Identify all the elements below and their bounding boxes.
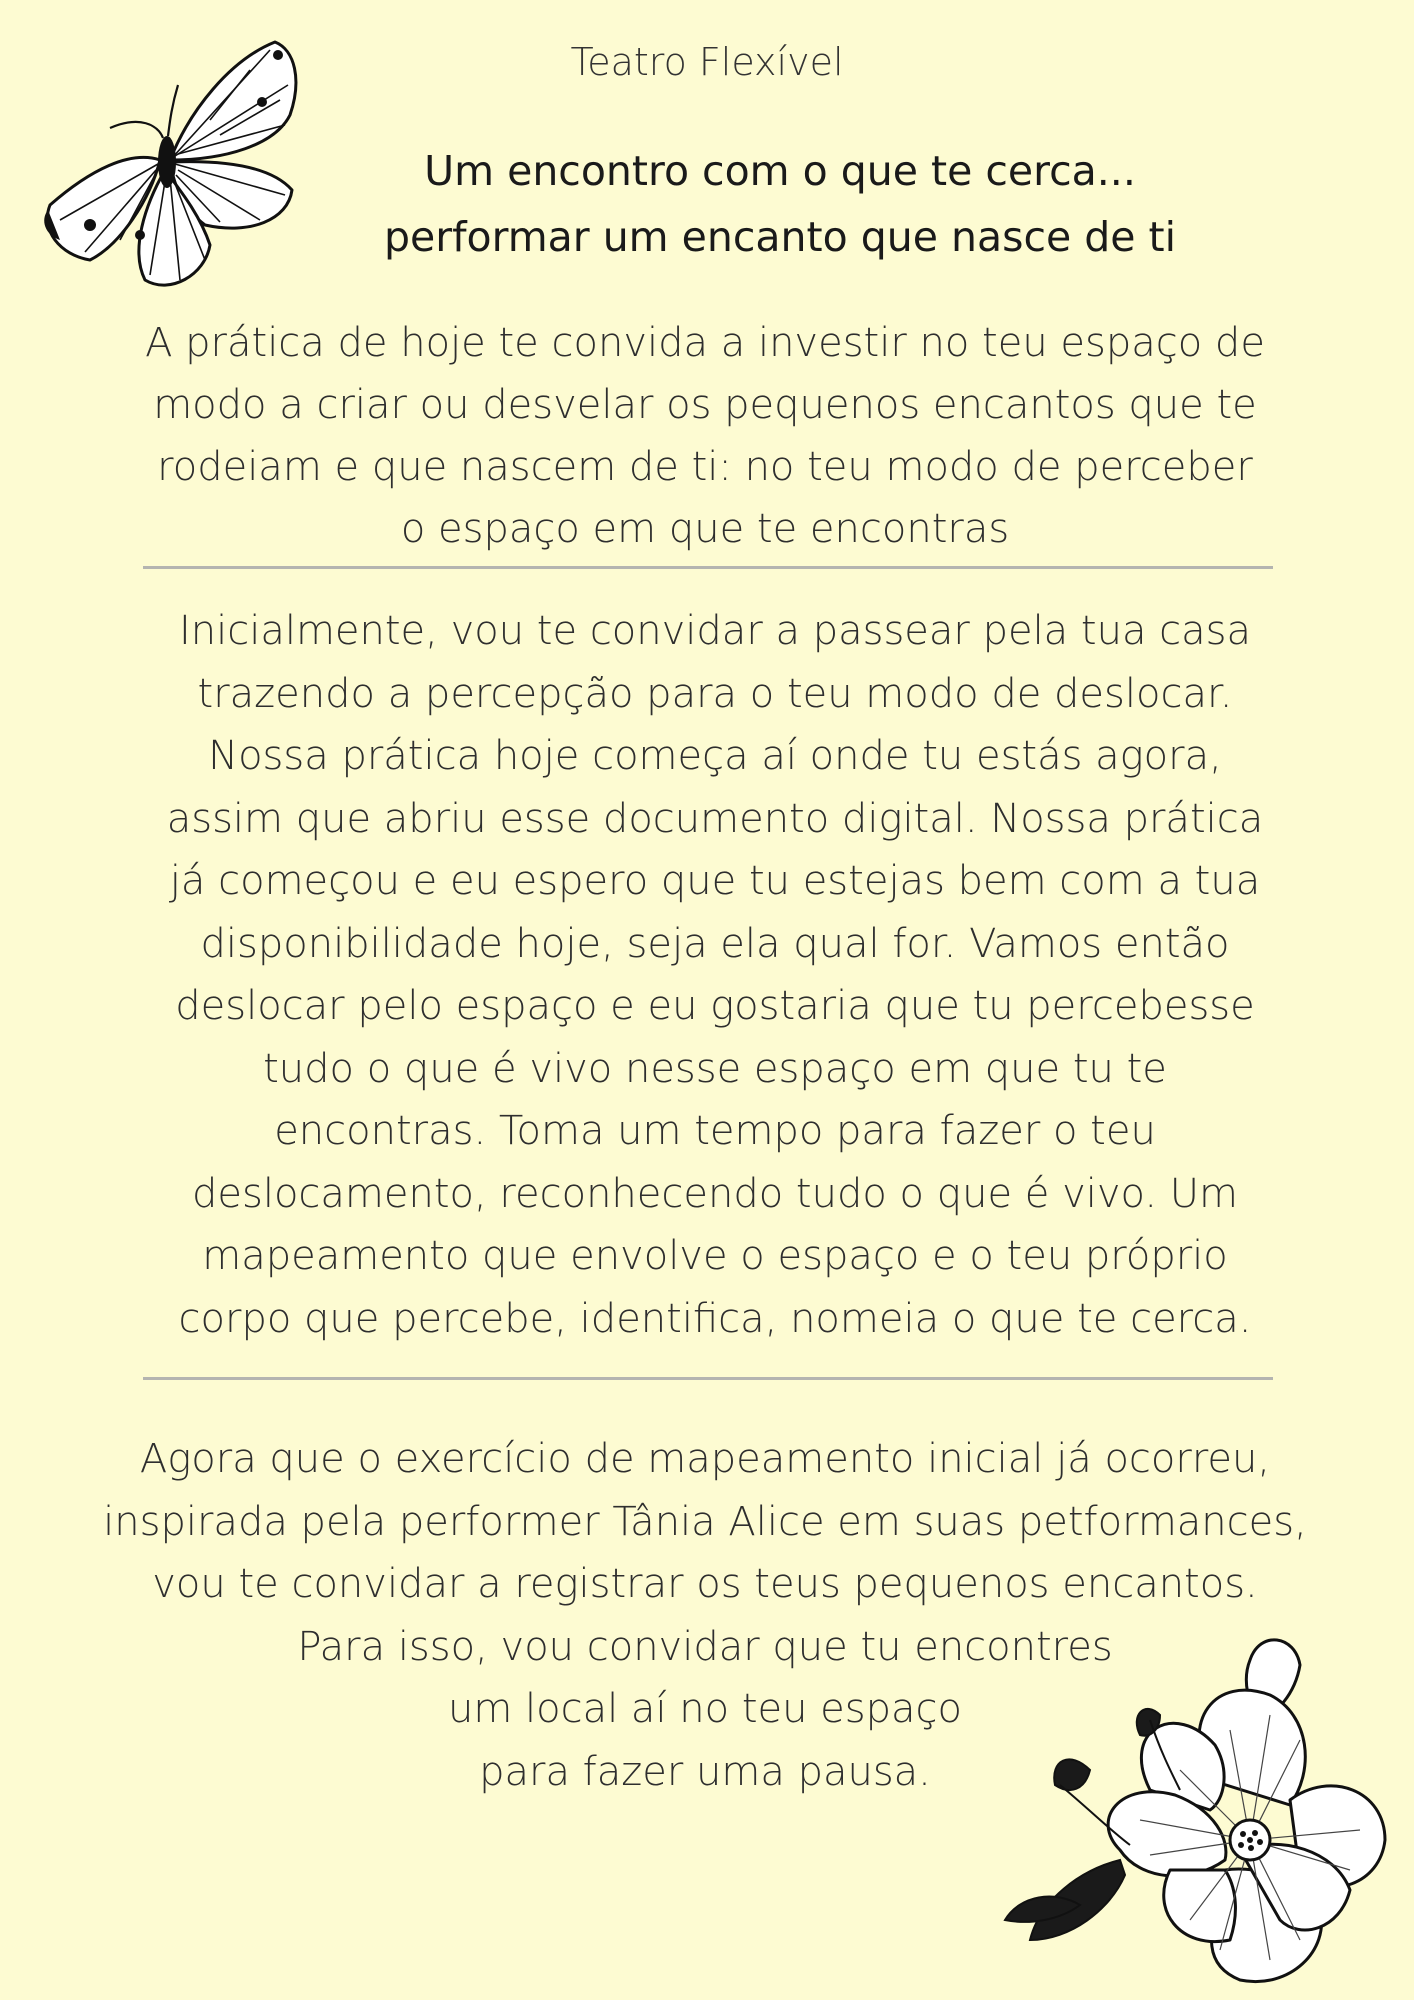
body-line: trazendo a percepção para o teu modo de deslocar.	[197, 670, 1233, 717]
body-line: Agora que o exercício de mapeamento inicial já ocorreu,	[139, 1436, 1271, 1482]
body-line: Para isso, vou convidar que tu encontres	[297, 1623, 1113, 1670]
intro-paragraph	[130, 312, 1280, 560]
headline	[320, 138, 1240, 270]
body-line: Nossa prática hoje começa aí onde tu estás agora,	[208, 733, 1222, 779]
brand-title: Teatro Flexível	[570, 40, 844, 84]
body-line: encontras. Toma um tempo para fazer o teu	[274, 1108, 1156, 1154]
body-line: já começou e eu espero que tu estejas bem com a tua	[169, 858, 1261, 904]
intro-line: rodeiam e que nascem de ti: no teu modo de perceber	[157, 444, 1253, 490]
headline-line: performar um encanto que nasce de ti	[383, 213, 1176, 261]
body-line: deslocamento, reconhecendo tudo o que é vivo. Um	[191, 1170, 1238, 1217]
body-line: mapeamento que envolve o espaço e o teu próprio	[202, 1233, 1228, 1279]
intro-line: A prática de hoje te convida a investir no teu espaço de	[145, 320, 1265, 366]
body-line: Inicialmente, vou te convidar a passear pela tua casa	[178, 608, 1252, 654]
body-line: para fazer uma pausa.	[479, 1748, 931, 1795]
body-paragraph-1	[150, 600, 1280, 1350]
divider	[143, 566, 1273, 569]
body-line: deslocar pelo espaço e eu gostaria que tu percebesse	[175, 983, 1255, 1029]
body-line: corpo que percebe, identifica, nomeia o que te cerca.	[178, 1295, 1252, 1342]
body-line: disponibilidade hoje, seja ela qual for. Vamos então	[200, 920, 1230, 967]
body-line: assim que abriu esse documento digital. Nossa prática	[166, 795, 1264, 842]
body-line: inspirada pela performer Tânia Alice em suas petformances,	[103, 1498, 1307, 1545]
intro-line: modo a criar ou desvelar os pequenos encantos que te	[153, 382, 1257, 428]
body-line: vou te convidar a registrar os teus pequenos encantos.	[152, 1561, 1258, 1607]
headline-line: Um encontro com o que te cerca...	[424, 147, 1136, 195]
flower-icon	[1000, 1620, 1390, 1990]
divider	[143, 1377, 1273, 1380]
body-line: um local aí no teu espaço	[447, 1686, 962, 1732]
body-line: tudo o que é vivo nesse espaço em que tu te	[263, 1045, 1167, 1092]
intro-line: o espaço em que te encontras	[400, 506, 1010, 552]
